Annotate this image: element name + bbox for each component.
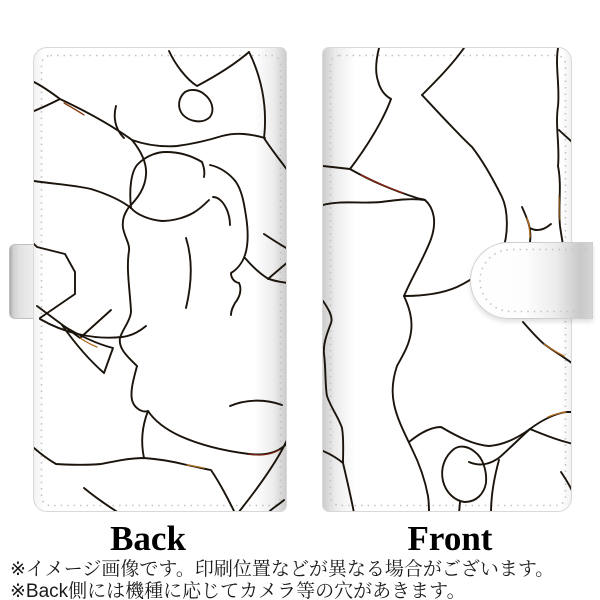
magnet-clasp-flap xyxy=(470,242,593,319)
gold-flecks-back xyxy=(64,103,279,468)
clasp-stitching xyxy=(471,243,592,318)
footnote-line-2: ※Back側には機種に応じてカメラ等の穴があきます。 xyxy=(10,581,466,600)
magnet-strap-stub xyxy=(9,244,35,319)
stitch-border-back xyxy=(42,56,281,506)
crack-pattern-back xyxy=(34,48,287,512)
case-back-panel xyxy=(33,47,287,512)
footnote-line-1: ※イメージ画像です。印刷位置などが異なる場合がございます。 xyxy=(10,559,555,580)
front-view-label: Front xyxy=(407,519,493,558)
crack-lines-back xyxy=(34,51,287,512)
back-view-label: Back xyxy=(110,519,186,558)
